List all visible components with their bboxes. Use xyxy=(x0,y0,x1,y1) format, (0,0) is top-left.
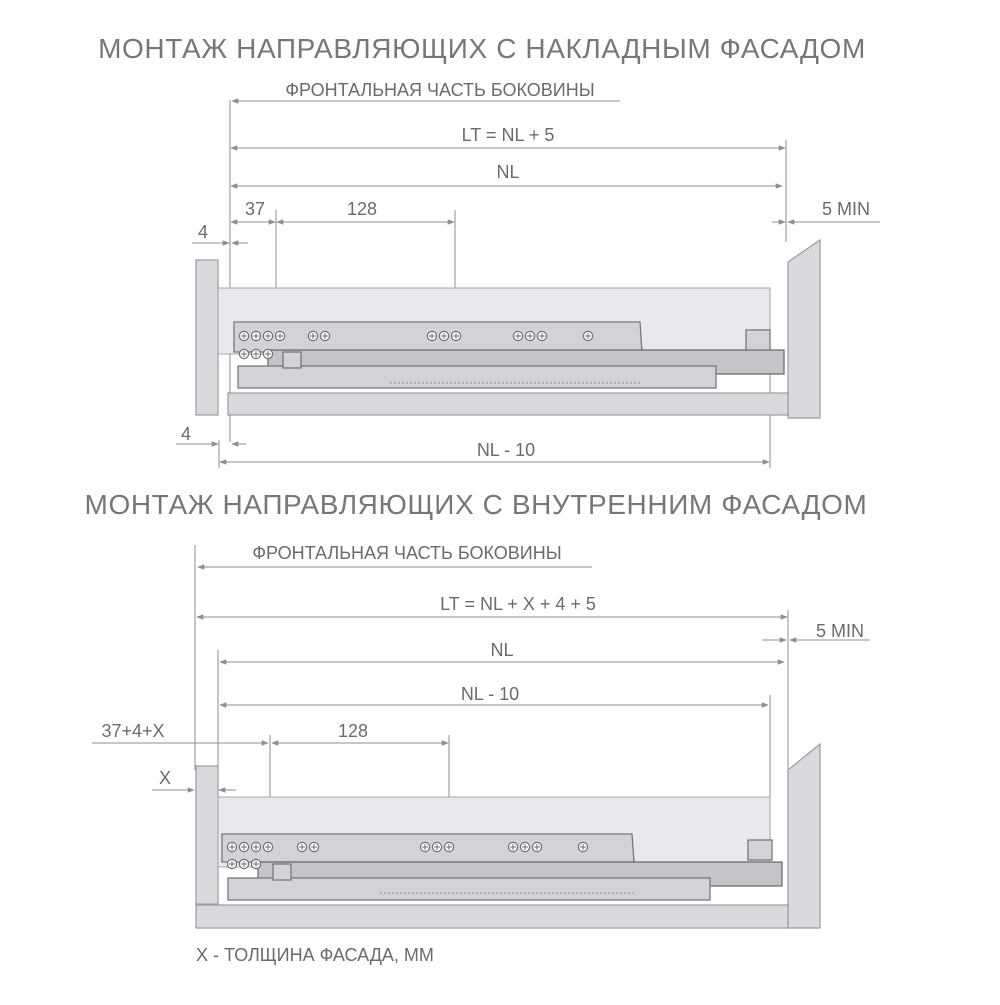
top-dim-37: 37 xyxy=(244,199,266,219)
top-slide-rear-bracket xyxy=(746,330,770,350)
bottom-dim-x: X xyxy=(158,768,172,788)
top-slide-outer-rail xyxy=(238,366,716,388)
bottom-dim-lt: LT = NL + X + 4 + 5 xyxy=(440,594,596,614)
bottom-front-panel xyxy=(196,766,218,904)
top-dim-lt: LT = NL + 5 xyxy=(461,125,555,145)
bottom-title: МОНТАЖ НАПРАВЛЯЮЩИХ С ВНУТРЕННИМ ФАСАДОМ xyxy=(84,489,868,520)
top-slide-lock-clip xyxy=(283,352,301,368)
bottom-back-wall xyxy=(788,744,820,928)
top-dim-4-bottom: 4 xyxy=(180,424,192,444)
top-slide-inner-rail xyxy=(234,322,642,352)
bottom-slide-outer-rail xyxy=(228,878,710,900)
footnote: X - ТОЛЩИНА ФАСАДА, ММ xyxy=(196,945,434,965)
top-dim-128: 128 xyxy=(346,199,378,219)
bottom-cabinet-bottom xyxy=(196,905,788,928)
top-dim-5min: 5 MIN xyxy=(821,199,871,219)
bottom-side-front-label: ФРОНТАЛЬНАЯ ЧАСТЬ БОКОВИНЫ xyxy=(252,543,562,563)
bottom-dim-37-4-x: 37+4+X xyxy=(101,721,165,741)
top-back-wall xyxy=(788,240,820,418)
top-side-front-label: ФРОНТАЛЬНАЯ ЧАСТЬ БОКОВИНЫ xyxy=(285,80,595,100)
top-title: МОНТАЖ НАПРАВЛЯЮЩИХ С НАКЛАДНЫМ ФАСАДОМ xyxy=(98,33,866,64)
bottom-slide-rear-bracket xyxy=(748,840,772,860)
bottom-dim-nl: NL xyxy=(490,640,514,660)
bottom-dim-5min: 5 MIN xyxy=(815,621,865,641)
top-dim-nl: NL xyxy=(496,162,520,182)
top-dim-4-top: 4 xyxy=(197,222,209,242)
top-front-panel xyxy=(196,260,218,415)
top-diagram xyxy=(98,33,880,468)
bottom-dim-128: 128 xyxy=(337,721,369,741)
top-dim-nl10: NL - 10 xyxy=(476,440,536,460)
top-cabinet-bottom xyxy=(228,393,788,415)
bottom-slide-lock-clip xyxy=(273,864,291,880)
bottom-diagram xyxy=(85,489,870,965)
bottom-dim-nl10: NL - 10 xyxy=(460,684,520,704)
